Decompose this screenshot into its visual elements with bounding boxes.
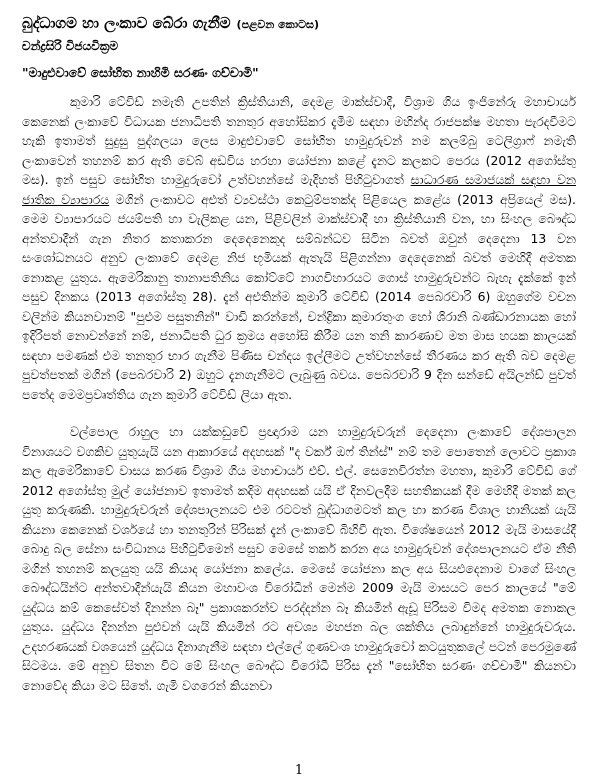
- paragraph-2: වල්පොල රාහුල හා යක්කඩුවේ ප්‍රඥාරාම යන හාමුදුරුවරුන් දෙදෙනා ලංකාවේ දේශපාලන විනාශයට වගකිව යුතුයැයි යන ආකාරයේ අදහසක් "ද වර්ක් ඔෆ් තින්ස්" නම් තම පොතෙන් ලොවට ප්‍රකාශ කල ඇමෙරිකාවේ වාසය කරණ විශ්‍රාම ගිය මහාචාර්ය එච්. එල්. සෙනෙවිරත්න මහතා, කුමාරි ටේවිඩ් ගේ 2012 අගෝස්තු මුල් යෝජනාව ඉතාමත් කදිම අදහසක් යයි ඒ දිනවලදීම සහතිකයක් දීම මෙහිදී මතක් කල යුතු කරුණකි. හාමුදුරුවරුන් දේශපාලනයට එම රටටත් බුද්ධාගමටත් කල හා කරණ විශාල හානියක් යැයි කියනා කෙනෙක් වර්ශයේ හා තනතුරින් පිරිසක් දැන් ලංකාවේ බිහිවී ඇත. විශේෂයෙන් 2012 මැයි මාසයේදී බොදු බල සේනා සංවිධානය පිහිටුවීමෙන් පසුව මෙසේ තර්ක කරන අය හාමුදුරුවන් දේශපාලනයට ඒම නීති මගින් තහනම් කලයුතු යයි කියාද යෝජනා කලේය. මෙසේ යෝජනා කල අය සියළුදෙනාම වාගේ සිංහල බෞද්ධයින්ට අන්තවාදීන්යැයි කියන මහාවංශ විරෝධීන් මෙන්ම 2009 මැයි මාසයට පෙර කාලයේ "මේ යුද්ධය කම් කෙසේවත් දිනන්න බෑ" ප්‍රකාශකරන්ව පරද්දන්න බෑ කියමින් ඇඩූ පිරිසම විමද අමතක නොකල යුතුය. යුද්ධය දිනන්න පුළුවන් යැයි කියමින් රට අවශ්‍ය මහජන බල ශක්තිය ලබාදුන්නේ හාමුදුරුවරුය. උදහරණයක් වශයෙන් යුද්ධය දිනාගැනීම සඳහා එල්ලේ ගුණවංශ හාමුදුරුවෝ කටයුතුකලේ පටන් පෙරමුණේ සිටමය. මේ අනුව සිතන විට මේ සිංහල බෞද්ධ විරෝධී පිරිස දැන් "සෝභිත සරණං ගච්චාමි" කියනවා නොවේද කියා මට සිතේ. ගැමි වගරෙන් කියනවා: [22, 424, 576, 693]
- title-row: [22, 14, 576, 34]
- underlined-movement-name: සාධාරණ සමාජයක් සඳහා වන ජාතික ව්‍යාපාරය: [22, 172, 576, 207]
- paragraph-1-text-a: කුමාරි ටේවිඩ් නමැති උපතින් ක්‍රිස්තියානි, දෙමළ මාක්ස්වාදී, විශ්‍රාම ගිය ඉංජිනේරු මහාචාර්ය කෙනෙක් ලංකාවේ විධායක ජනාධිපති තනතුර අහෝසිකර දැමීම සඳහා මහින්ද රාජපක්ෂ මහතා පැරදවීමට හැකි ඉතාමත් සුදුසු පුද්ගලයා ලෙස මාදුළුවාවේ සෝභිත හාමුදුරුවන් නම කලම්බු ටෙලිග්‍රාෆ් නමැති ලංකාවෙන් තහනම් කර ඇති වෙබ් අඩවිය හරහා යෝජනා කළේ දැනට කලකට පෙරය (2012 අගෝස්තු මස). ඉන් පසුව සෝභිත හාමුදුරුවෝ උත්වහන්සේ මැදිහත් පිහිටුවාගත්: [22, 94, 576, 187]
- article-part-label: (පළවන කොටස): [236, 18, 319, 31]
- paragraph-1: [22, 92, 576, 404]
- author-name: චන්ද්‍රසිරි විජයවික්‍රම: [22, 39, 119, 53]
- paragraph-1-text-b: මගින් ලංකාවට අළුත් ව්‍යවස්ථා කෙටුම්පතක්ද පිළියෙල කළේය (2013 අප්‍රියෙල් මස). මෙම ව්‍යාපාරයට ජයම්පති හා වැලිකළ යන, පිළිවලින් මාක්ස්වාදී හා ක්‍රිස්තියානි වන, හා සිංහල බෞද්ධ අන්තවාදීන් ගැන නිතර කතාකරන දෙදෙනෙකුද සම්බන්ධව සිටින බවත් ඔවුන් දෙදෙනා 13 වන සංශෝධනයට අනුව ලංකාවේ දෙමළ නිජ භූමියක් ඇතැයි පිළිගන්නා දෙදෙනෙක් බවත් මෙහිදී අමතක නොකළ යුතුය. ඇමෙරිකානු තානාපතිනිය කෝට්ටේ නාගවිහාරයට ගොස් හාමුදුරුවන්ට බැහැ දැක්කේ ඉන් පසුව දිනකය (2013 අගෝස්තු 28). දැන් අළුතින්ම කුමාරි ටේවිඩ් (2014 පෙබරවාරි 6) ඔහුගේම වචන වලින්ම කියනවානම් "පුළුම පසුතනින්" වාඩි කරන්නේ, චන්ද්‍රිකා කුමාරතුංග හෝ ශිරානි බණ්ඩාරනායක හෝ ඉදිරිපත් නොවන්නේ නම්, ජනාධිපති ධුර ක්‍රමය අහෝසි කිරීම යන තනි කාරණාව මත මාස හයක කාලයක් සඳහා පමණක් එම තනතුර භාර ගැනීම පිණිස චන්දය ඉල්ලීමට උත්වහන්සේ තීරණය කර ඇති බව දෙමළ පුවත්පතක් මගින් (පෙබරවාරි 2) ඔහුට දැනගැනීමට ලැබුණු බවය. පෙබරවාරි 9 දින සන්ඩේ අයිලන්ඩ් පුවත් පතේද මෙමප්‍රවෘත්තිය ගැන කුමාරි ටේවිඩ් ලියා ඇත.: [22, 191, 576, 402]
- page-number: 1: [294, 763, 304, 778]
- article-title: බුද්ධාගම හා ලංකාව බේරා ගැනීම: [22, 14, 231, 32]
- section-heading: "මාදුළුවාවේ සෝභිත නාහිමි සරණං ගච්චාමි": [22, 65, 259, 80]
